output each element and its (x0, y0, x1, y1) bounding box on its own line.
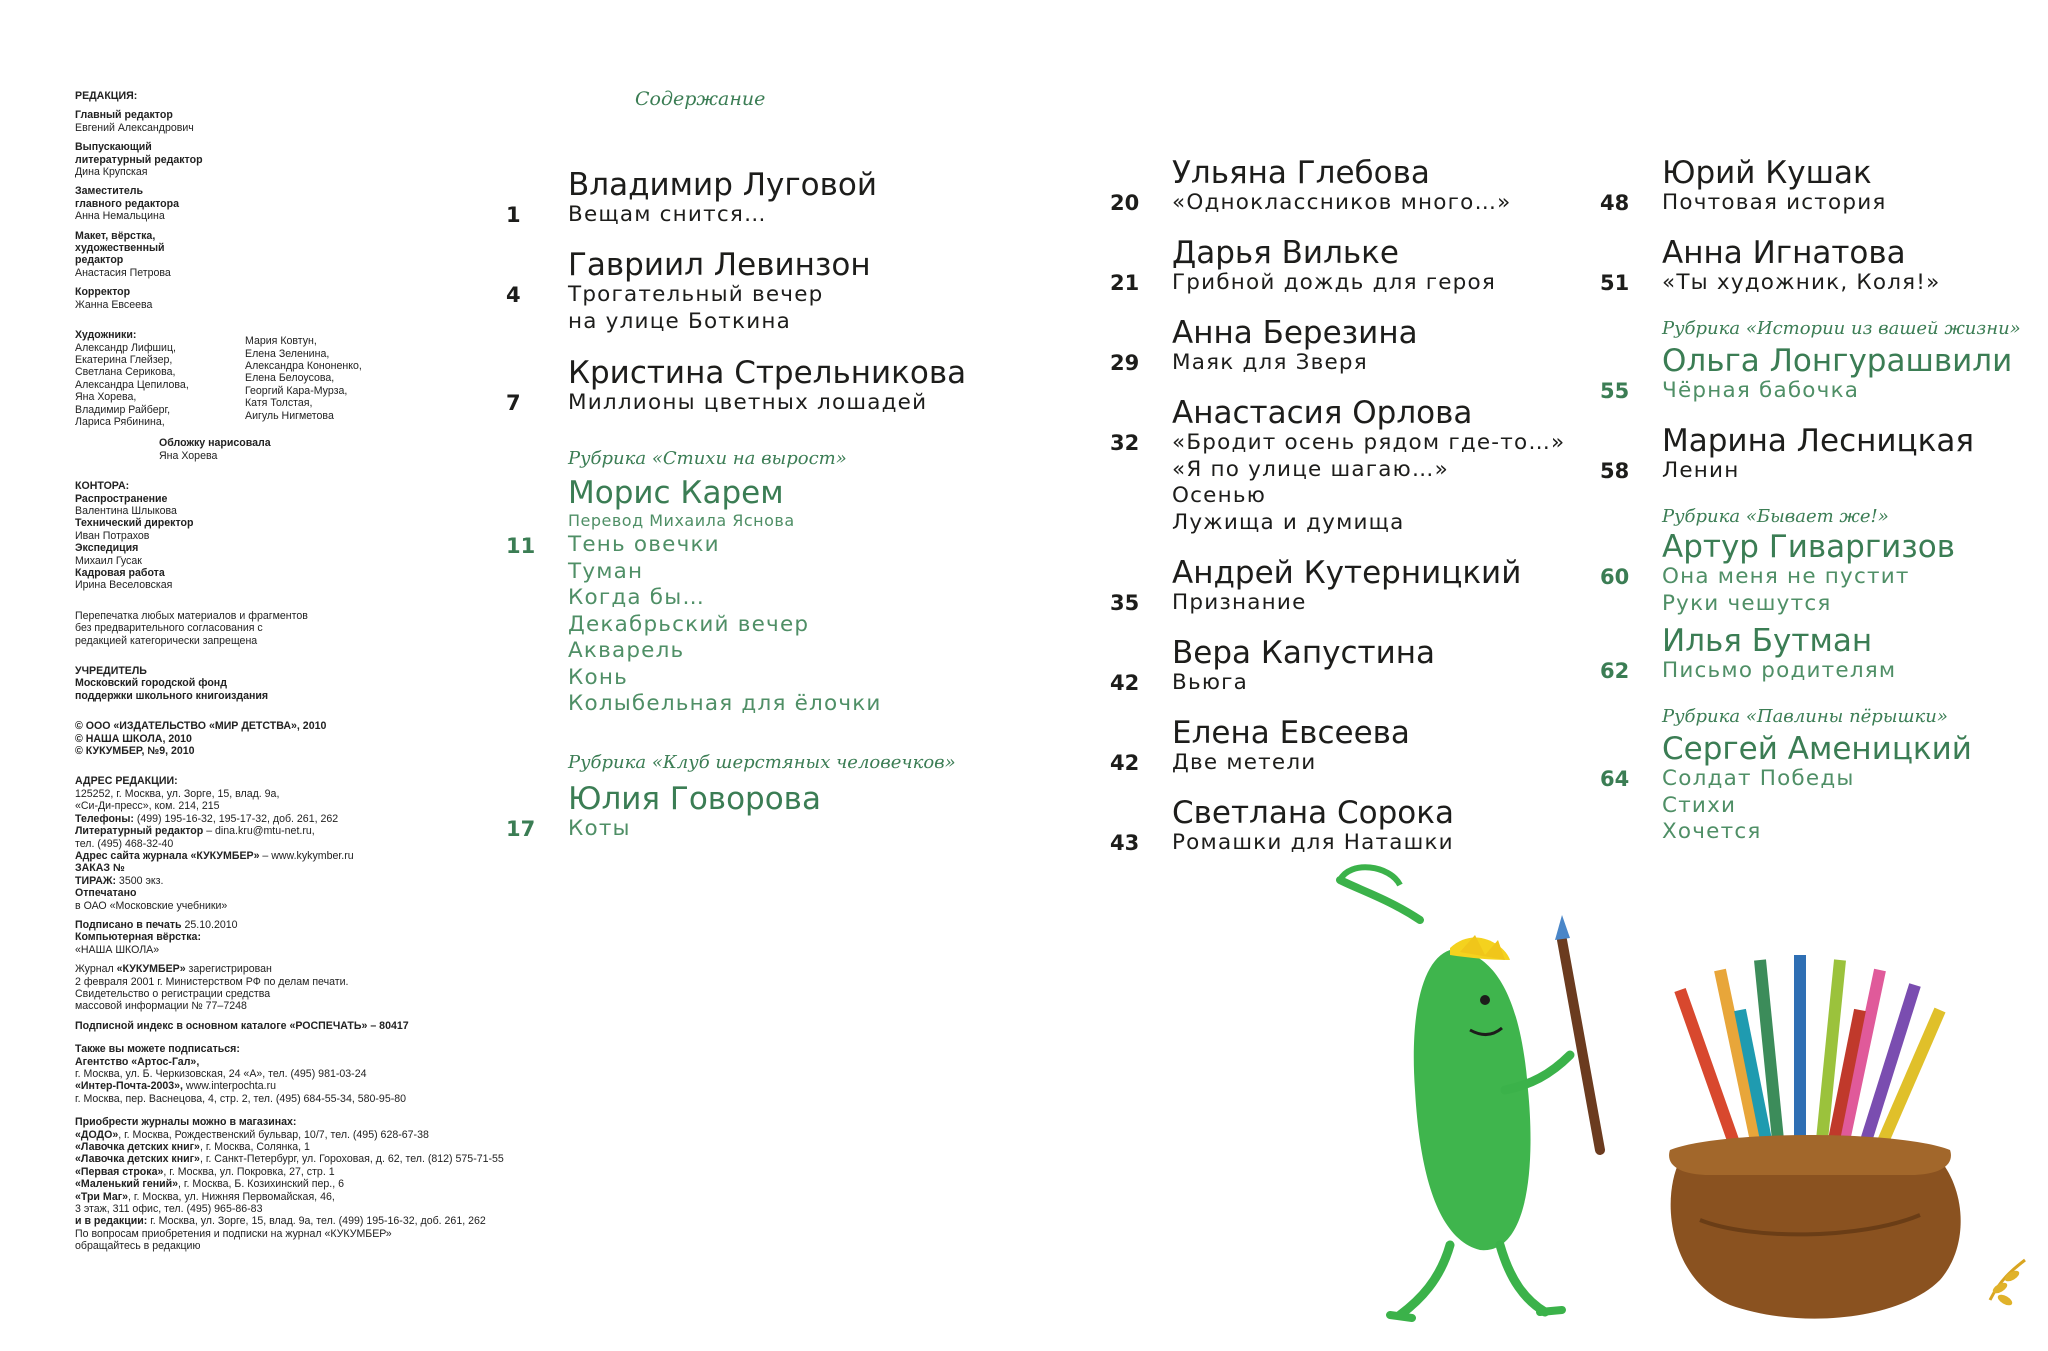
artist-name: Елена Белоусова, (245, 372, 335, 385)
toc-title: Грибной дождь для героя (1172, 270, 1497, 295)
toc-page-number: 48 (1600, 191, 1630, 215)
circulation-label: ТИРАЖ: (75, 874, 116, 887)
artists-title: Художники: (75, 329, 137, 342)
circulation-value: 3500 экз. (115, 874, 164, 887)
signed-label: Подписано в печать (75, 918, 182, 931)
toc-title: Когда бы… (568, 585, 706, 610)
artist-name: Аигуль Нигметова (245, 409, 334, 422)
leaf-ornament (1990, 1260, 2025, 1307)
toc-page-number: 21 (1110, 271, 1140, 295)
shops-block (75, 1116, 615, 1252)
comp-name: «НАША ШКОЛА» (75, 943, 160, 956)
toc-author: Юрий Кушак (1662, 155, 1872, 191)
rubric-label: Рубрика «Бывает же!» (1662, 506, 1889, 527)
in-office-label: и в редакции: (75, 1215, 148, 1228)
inter-name: «Интер-Почта-2003», (75, 1080, 183, 1093)
lit-editor-email[interactable]: – dina.kru@mtu-net.ru, (203, 825, 315, 838)
artist-name: Мария Ковтун, (245, 335, 317, 348)
layout-title-2: художественный (75, 242, 165, 255)
artist-name: Светлана Серикова, (75, 366, 176, 379)
cucumber-character (1340, 867, 1570, 1318)
reg-text: Журнал (75, 963, 117, 976)
toc-title: «Я по улице шагаю…» (1172, 456, 1449, 482)
toc-author: Юлия Говорова (568, 781, 821, 817)
toc-entry-givargizov[interactable] (1662, 530, 1955, 617)
toc-entry-levinzon[interactable] (568, 248, 871, 335)
shop-line (75, 1191, 615, 1203)
rubric-label: Рубрика «Павлины пёрышки» (1662, 706, 1948, 727)
toc-title: на улице Боткина (568, 308, 792, 334)
toc-entry-karem[interactable] (568, 476, 882, 718)
shop-addr: , г. Москва, ул. Нижняя Первомайская, 46, (128, 1190, 335, 1203)
toc-page-number: 43 (1110, 831, 1140, 855)
cover-credit (159, 437, 615, 462)
founder-name-1: Московский городской фонд (75, 677, 227, 690)
chief-name: Евгений Александрович (75, 121, 194, 134)
artist-name: Владимир Райберг, (75, 403, 171, 416)
paintbrush (1555, 915, 1600, 1150)
shop-addr: , г. Москва, ул. Покровка, 27, стр. 1 (163, 1165, 335, 1178)
toc-title: «Бродит осень рядом где-то…» (1172, 430, 1566, 455)
toc-page-number: 7 (506, 391, 521, 415)
toc-page-number: 35 (1110, 591, 1140, 615)
site-label: Адрес сайта журнала «КУКУМБЕР» (75, 849, 260, 862)
toc-page-number: 20 (1110, 191, 1140, 215)
toc-page-number: 42 (1110, 751, 1140, 775)
deputy-title-2: главного редактора (75, 197, 180, 210)
hr-name: Ирина Веселовская (75, 579, 173, 592)
artist-name: Катя Толстая, (245, 397, 313, 410)
site-link[interactable]: – www.kykymber.ru (259, 849, 354, 862)
lit-editor-label: Литературный редактор (75, 825, 204, 838)
artists-col-2 (245, 329, 415, 428)
inter-addr: г. Москва, пер. Васнецова, 4, стр. 2, тел. (495) 684-55-34, 580-95-80 (75, 1092, 407, 1105)
toc-page-number: 4 (506, 283, 521, 307)
shop-name: «Три Маг» (75, 1190, 129, 1203)
shop-addr: , г. Москва, Рождественский бульвар, 10/7, тел. (495) 628-67-38 (118, 1128, 429, 1141)
toc-title: Чёрная бабочка (1662, 378, 1860, 403)
lit-editor-phone: тел. (495) 468-32-40 (75, 837, 174, 850)
copyright-line: © НАША ШКОЛА, 2010 (75, 732, 192, 745)
toc-title: Осенью (1172, 483, 1266, 508)
toc-entry-amenitsky[interactable] (1662, 732, 1972, 846)
inter-site[interactable]: www.interpochta.ru (182, 1080, 276, 1093)
toc-page-number: 58 (1600, 459, 1630, 483)
toc-author: Андрей Кутерницкий (1172, 555, 1522, 591)
toc-title: «Одноклассников много…» (1172, 190, 1512, 215)
toc-author: Анна Березина (1172, 315, 1418, 351)
toc-title: Конь (568, 664, 628, 690)
questions-line: обращайтесь в редакцию (75, 1240, 201, 1253)
expedition-name: Михаил Гусак (75, 554, 142, 567)
toc-page-number: 60 (1600, 565, 1630, 589)
toc-entry-kushak[interactable] (1662, 156, 1887, 217)
office-label: КОНТОРА: (75, 480, 130, 493)
lit-title-2: литературный редактор (75, 153, 203, 166)
toc-page-number: 17 (506, 817, 536, 841)
toc-entry-glebova[interactable] (1172, 156, 1512, 217)
artist-name: Александра Кононенко, (245, 359, 362, 372)
toc-title: Колыбельная для ёлочки (568, 691, 882, 716)
comp-label: Компьютерная вёрстка: (75, 931, 201, 944)
toc-title: «Ты художник, Коля!» (1662, 270, 1941, 295)
toc-title: Туман (568, 558, 644, 584)
address-line: 125252, г. Москва, ул. Зорге, 15, влад. 9а, (75, 787, 280, 800)
toc-author: Артур Гиваргизов (1662, 529, 1955, 565)
toc-title: Солдат Победы (1662, 766, 1855, 791)
cover-name: Яна Хорева (159, 449, 218, 462)
toc-title: Две метели (1172, 750, 1317, 775)
reprint-notice: Перепечатка любых материалов и фрагментов без предварительного согласования с редакцией категорически запрещена (75, 609, 308, 647)
toc-page-number: 32 (1110, 431, 1140, 455)
expedition-title: Экспедиция (75, 542, 139, 555)
layout-name: Анастасия Петрова (75, 266, 171, 279)
reg-line: 2 февраля 2001 г. Министерством РФ по делам печати. (75, 975, 349, 988)
toc-title: Письмо родителям (1662, 658, 1897, 683)
toc-title: Лужища и думища (1172, 509, 1405, 535)
shop-name: «Лавочка детских книг» (75, 1141, 200, 1154)
printed-label: Отпечатано (75, 887, 137, 900)
toc-title: Ромашки для Наташки (1172, 830, 1454, 855)
layout-title-3: редактор (75, 254, 124, 267)
questions-line: По вопросам приобретения и подписки на журнал «КУКУМБЕР» (75, 1227, 392, 1240)
contents-heading: Содержание (635, 88, 766, 110)
shop-name: «Маленький гений» (75, 1178, 179, 1191)
toc-title: Хочется (1662, 819, 1762, 844)
subscription-index: Подписной индекс в основном каталоге «РОСПЕЧАТЬ» – 80417 (75, 1019, 409, 1032)
toc-page-number: 51 (1600, 271, 1630, 295)
toc-title: Стихи (1662, 792, 1737, 818)
phones-label: Телефоны: (75, 812, 134, 825)
toc-title: Тень овечки (568, 532, 720, 557)
registration-block (75, 963, 615, 1013)
in-office-addr: г. Москва, ул. Зорге, 15, влад. 9а, тел. (499) 195-16-32, доб. 261, 262 (147, 1215, 486, 1228)
artist-name: Лариса Рябинина, (75, 415, 165, 428)
shop-line (75, 1153, 615, 1165)
founder-label: УЧРЕДИТЕЛЬ (75, 665, 147, 678)
lit-editor (75, 141, 615, 178)
tech-title: Технический директор (75, 517, 194, 530)
deputy-title-1: Заместитель (75, 185, 144, 198)
shop-name: «Лавочка детских книг» (75, 1153, 200, 1166)
toc-author: Кристина Стрельникова (568, 355, 967, 391)
cucumber-painter-illustration (1300, 860, 2040, 1330)
toc-entry-longurashvili[interactable] (1662, 344, 2012, 405)
toc-title: Декабрьский вечер (568, 611, 810, 637)
layout-editor (75, 230, 615, 280)
phones-value: (499) 195-16-32, 195-17-32, доб. 261, 262 (133, 812, 339, 825)
toc-author: Илья Бутман (1662, 623, 1873, 659)
order-number: ЗАКАЗ № (75, 862, 125, 875)
shop-line (75, 1178, 615, 1190)
shop-name: «ДОДО» (75, 1128, 119, 1141)
toc-title: Трогательный вечер (568, 282, 824, 307)
distribution-name: Валентина Шлыкова (75, 504, 177, 517)
agency-name: Агентство «Артос-Гал», (75, 1055, 200, 1068)
toc-page-number: 11 (506, 534, 536, 558)
toc-title: Ленин (1662, 458, 1740, 483)
reg-journal: «КУКУМБЕР» (116, 963, 186, 976)
toc-entry-ignatova[interactable] (1662, 236, 1940, 297)
subscription-agencies (75, 1043, 615, 1105)
artist-name: Георгий Кара-Мурза, (245, 384, 348, 397)
copyright-block (75, 720, 615, 757)
shop-name: «Первая строка» (75, 1165, 164, 1178)
shop-line (75, 1166, 615, 1178)
artists-col-1 (75, 329, 245, 428)
toc-entry-butman[interactable] (1662, 624, 1896, 685)
lit-name: Дина Крупская (75, 166, 148, 179)
toc-title: Миллионы цветных лошадей (568, 390, 928, 415)
tech-name: Иван Потрахов (75, 529, 150, 542)
shop-line (75, 1129, 615, 1141)
toc-entry-lesnitskaya[interactable] (1662, 424, 1974, 485)
founder-block (75, 665, 615, 702)
toc-author: Анастасия Орлова (1172, 395, 1473, 431)
rubric-label: Рубрика «Истории из вашей жизни» (1662, 318, 2021, 339)
toc-author: Дарья Вильке (1172, 235, 1399, 271)
layout-title-1: Макет, вёрстка, (75, 229, 156, 242)
distribution-title: Распространение (75, 492, 168, 505)
reg-line: массовой информации № 77–7248 (75, 1000, 247, 1013)
toc-title: Коты (568, 816, 631, 841)
copyright-line: © КУКУМБЕР, №9, 2010 (75, 745, 195, 758)
rubric-label: Рубрика «Стихи на вырост» (568, 448, 847, 469)
shop-addr: , г. Москва, Солянка, 1 (199, 1141, 310, 1154)
agency-addr: г. Москва, ул. Б. Черкизовская, 24 «А», тел. (495) 981-03-24 (75, 1068, 367, 1080)
address-line: «Си-Ди-пресс», ком. 214, 215 (75, 800, 220, 813)
toc-author: Вера Капустина (1172, 635, 1436, 671)
toc-author: Морис Карем (568, 475, 784, 511)
chief-title: Главный редактор (75, 109, 173, 122)
toc-page-number: 1 (506, 203, 521, 227)
editorial-block (75, 90, 615, 102)
toc-translator: Перевод Михаила Яснова (568, 511, 795, 530)
corrector-name: Жанна Евсеева (75, 298, 153, 311)
toc-entry-kuternitsky[interactable] (1172, 556, 1521, 617)
toc-page-number: 29 (1110, 351, 1140, 375)
reg-line: Свидетельство о регистрации средства (75, 987, 271, 1000)
rubric-label: Рубрика «Клуб шерстяных человечков» (568, 752, 956, 773)
artist-name: Екатерина Глейзер, (75, 353, 173, 366)
chief-editor (75, 109, 615, 134)
artist-name: Александр Лифшиц, (75, 341, 176, 354)
toc-entry-orlova[interactable] (1172, 396, 1565, 536)
toc-page-number: 64 (1600, 767, 1630, 791)
cover-title: Обложку нарисовала (159, 437, 271, 450)
copyright-line: © ООО «ИЗДАТЕЛЬСТВО «МИР ДЕТСТВА», 2010 (75, 720, 327, 733)
hr-title: Кадровая работа (75, 567, 165, 579)
toc-title: Она меня не пустит (1662, 564, 1910, 589)
toc-page-number: 62 (1600, 659, 1630, 683)
corrector-title: Корректор (75, 286, 131, 299)
reg-text: зарегистрирован (185, 963, 272, 976)
artist-name: Елена Зеленина, (245, 347, 330, 360)
deputy-name: Анна Немальцина (75, 210, 165, 223)
artist-name: Александра Цепилова, (75, 378, 189, 391)
editorial-label: РЕДАКЦИЯ: (75, 90, 138, 102)
toc-page-number: 42 (1110, 671, 1140, 695)
lit-title-1: Выпускающий (75, 141, 152, 154)
artist-name: Яна Хорева, (75, 391, 137, 404)
toc-author: Светлана Сорока (1172, 795, 1454, 831)
toc-title: Акварель (568, 638, 685, 663)
toc-title: Маяк для Зверя (1172, 350, 1368, 375)
toc-title: Почтовая история (1662, 190, 1887, 215)
toc-author: Сергей Аменицкий (1662, 731, 1972, 767)
toc-author: Ольга Лонгурашвили (1662, 343, 2013, 379)
address-block (75, 775, 615, 911)
shop-addr: , г. Москва, Б. Козихинский пер., 6 (178, 1178, 345, 1191)
toc-page-number: 55 (1600, 379, 1630, 403)
toc-entry-evseeva[interactable] (1172, 716, 1410, 777)
shops-label: Приобрести журналы можно в магазинах: (75, 1116, 297, 1129)
toc-author: Елена Евсеева (1172, 715, 1410, 751)
toc-entry-berezina[interactable] (1172, 316, 1418, 377)
toc-title: Руки чешутся (1662, 590, 1832, 616)
toc-author: Анна Игнатова (1662, 235, 1906, 271)
toc-title: Вьюга (1172, 670, 1248, 695)
toc-entry-strelnikova[interactable] (568, 356, 966, 417)
toc-entry-soroka[interactable] (1172, 796, 1454, 857)
toc-entry-kapustina[interactable] (1172, 636, 1435, 697)
shop-addr: , г. Санкт-Петербург, ул. Гороховая, д. 62, тел. (812) 575-71-55 (199, 1153, 504, 1166)
shop-line (75, 1141, 615, 1153)
toc-author: Марина Лесницкая (1662, 423, 1974, 459)
toc-author: Ульяна Глебова (1172, 155, 1430, 191)
signed-block (75, 919, 615, 956)
founder-name-2: поддержки школьного книгоиздания (75, 689, 269, 702)
printed-value: в ОАО «Московские учебники» (75, 899, 228, 912)
toc-title: Вещам снится… (568, 202, 767, 227)
imprint-column (75, 90, 615, 1260)
toc-entry-lugovoy[interactable] (568, 168, 877, 229)
shop-extra: 3 этаж, 311 офис, тел. (495) 965-86-83 (75, 1203, 263, 1216)
toc-entry-govorova[interactable] (568, 782, 821, 843)
toc-author: Владимир Луговой (568, 167, 878, 203)
address-label: АДРЕС РЕДАКЦИИ: (75, 775, 178, 788)
pencil-pot (1669, 955, 1961, 1319)
also-label: Также вы можете подписаться: (75, 1043, 240, 1056)
toc-title: Признание (1172, 590, 1307, 615)
toc-author: Гавриил Левинзон (568, 247, 871, 283)
toc-entry-vilke[interactable] (1172, 236, 1496, 297)
signed-date: 25.10.2010 (181, 918, 238, 931)
